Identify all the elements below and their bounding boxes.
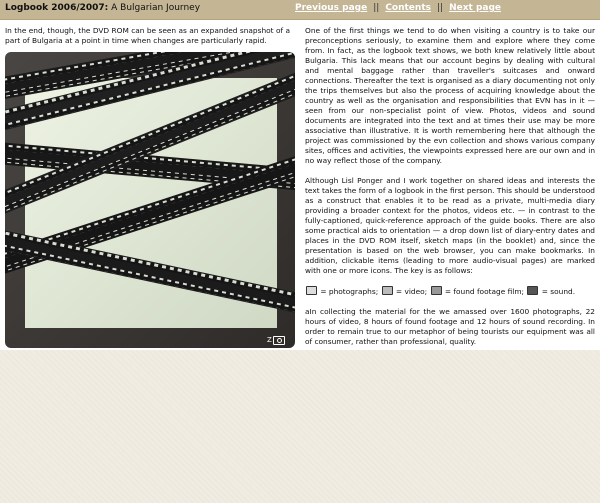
video-icon xyxy=(382,286,393,295)
sound-icon xyxy=(527,286,538,295)
previous-page-link[interactable]: Previous page xyxy=(295,3,368,13)
paragraph-intro: One of the first things we tend to do when visiting a country is to take our preconceptions seriously, to examine them and explore where they come from. In fact, as the logbook text shows, we both knew relatively little about Bulgaria. This lack means that our account begins by dealing with cultural and mental baggage rather than traveller's suitcases and onward connections. Thereafter the text is organised as a diary documenting not only the trips themselves but also the process of acquiring knowledge about the country as well as the organisation and responsibilities that EVN has in it — seen from our non-specialist point of view. Photos, videos and sound documents are integrated into the text and at times their use may be more associative than illustrative. It is worth remembering here that although the project was commissioned by the evn collection and shows various company sites, offices and activities, the viewpoints expressed here are our own and in no way reflect those of the company. xyxy=(305,26,595,165)
main-text xyxy=(305,26,595,357)
legend-sound: = sound. xyxy=(541,287,576,296)
film-strip-image xyxy=(5,52,295,348)
legend-footage: = found footage film; xyxy=(444,287,525,296)
camera-icon xyxy=(273,336,285,345)
page-navigation xyxy=(295,3,501,13)
paragraph-material: aIn collecting the material for the we amassed over 1600 photographs, 22 hours of video, 8 hours of found footage and 12 hours of sound recording. In order to remain true to our metaphor of being tourists our equipment was all of consumer, rather than professional, quality. xyxy=(305,307,595,346)
book-title-main: Logbook 2006/2007: xyxy=(5,3,109,13)
top-bar xyxy=(0,0,600,20)
left-caption: In the end, though, the DVD ROM can be seen as an expanded snapshot of a part of Bulgaria at a point in time when changes are particularly rapid. xyxy=(5,26,290,45)
contents-link[interactable]: Contents xyxy=(385,3,431,13)
nav-separator: || xyxy=(436,3,444,13)
photo-icon xyxy=(306,286,317,295)
book-subtitle: A Bulgarian Journey xyxy=(111,3,201,13)
zoom-label: Z xyxy=(267,336,272,344)
film-icon xyxy=(431,286,442,295)
film-strip-photo[interactable] xyxy=(5,52,295,348)
legend-photos: = photographs; xyxy=(320,287,379,296)
zoom-icon[interactable] xyxy=(267,335,289,345)
icon-key xyxy=(305,286,595,297)
next-page-link[interactable]: Next page xyxy=(449,3,502,13)
legend-video: = video; xyxy=(395,287,428,296)
book-title xyxy=(5,3,200,13)
nav-separator: || xyxy=(373,3,380,13)
paragraph-logbook: Although Lisl Ponger and I work together on shared ideas and interests the text takes the form of a logbook in the first person. This should be understood as a construct that enables it to be read as a private, multi-media diary providing a broader context for the photos, videos etc. — in contrast to the fully-captioned, quick-reference approach of the guide books. There are also some practical aids to orientation — a drop down list of diary-entry dates and places in the DVD ROM itself, sketch maps (in the booklet) and, since the presentation is based on the web browser, you can make bookmarks. In addition, clickable items (leading to more audio-visual pages) are marked with one or more icons. The key is as follows: xyxy=(305,176,595,275)
